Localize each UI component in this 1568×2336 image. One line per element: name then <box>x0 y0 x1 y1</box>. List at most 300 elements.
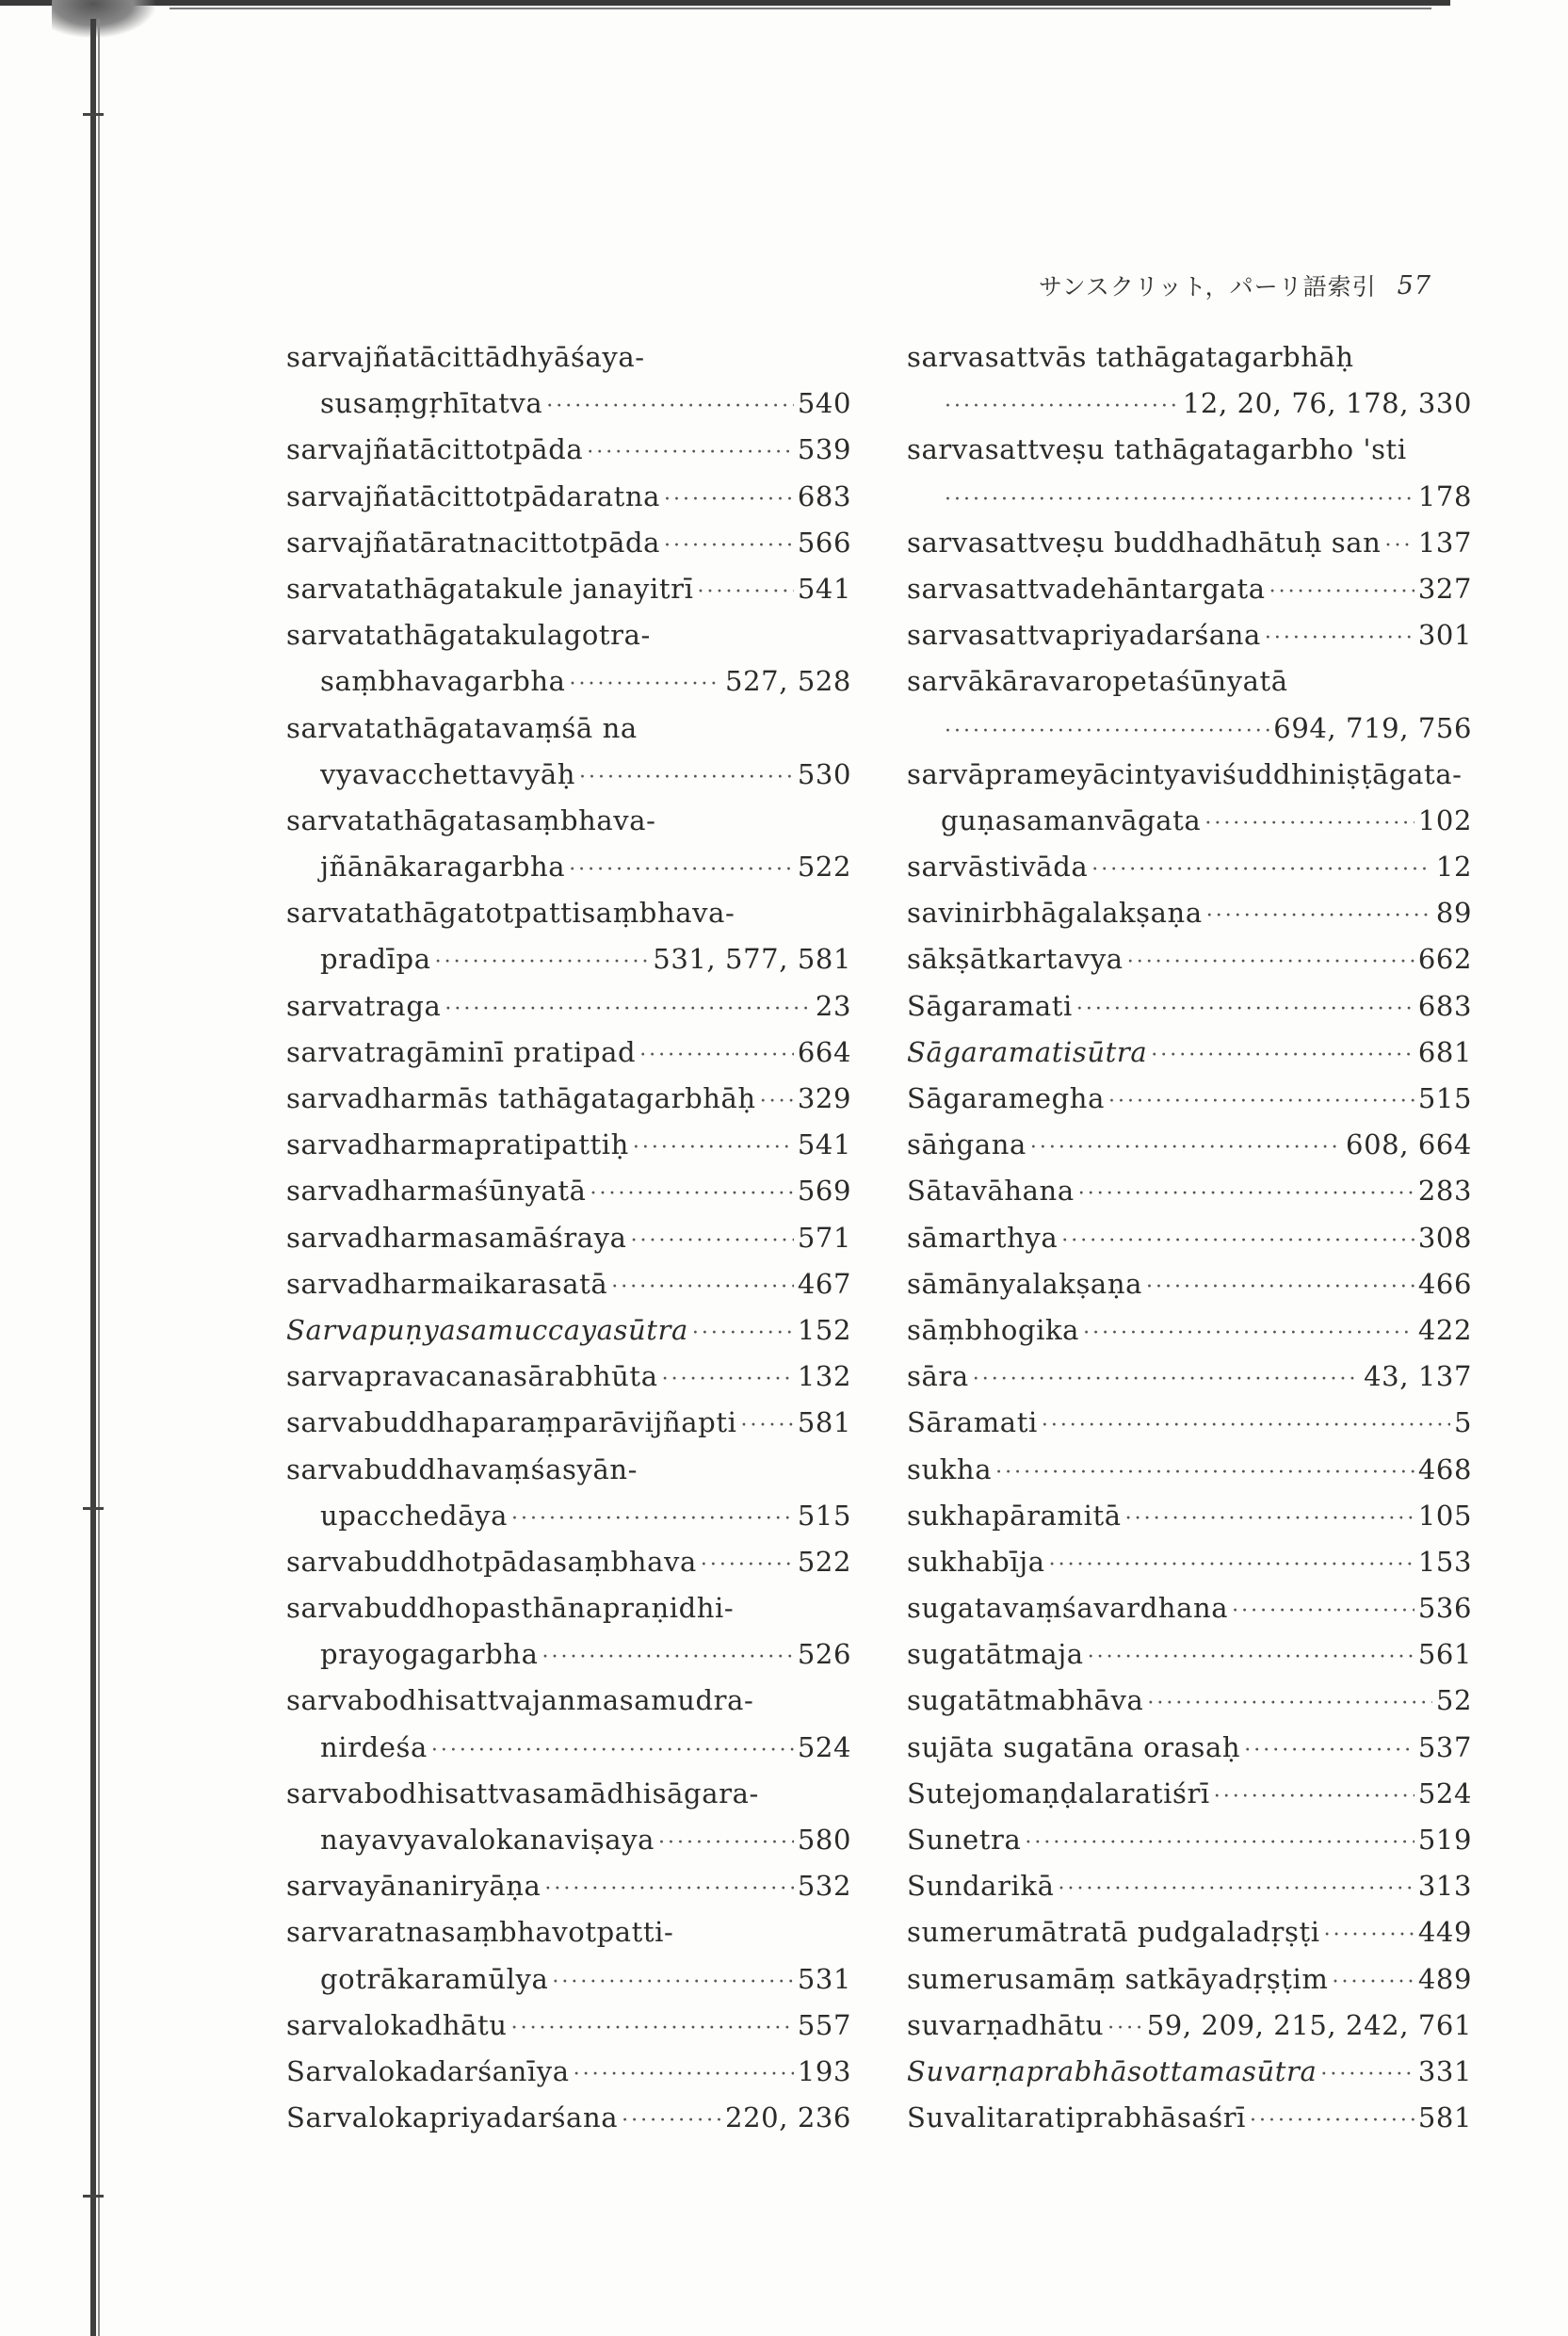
index-entry <box>907 1909 1472 1955</box>
index-entry-line <box>907 1030 1472 1076</box>
index-entry-line <box>907 798 1472 844</box>
index-entry <box>907 1307 1472 1354</box>
index-term: sāmānyalakṣaṇa <box>907 1267 1142 1300</box>
index-term: sarvasattvapriyadarśana <box>907 619 1261 652</box>
index-column-right <box>907 334 1472 2141</box>
index-entry <box>907 936 1472 982</box>
page-reference: 5 <box>1453 1406 1472 1439</box>
index-term: nirdeśa <box>320 1730 428 1763</box>
leader-dots <box>574 2052 794 2098</box>
page-reference: 178 <box>1417 479 1472 512</box>
index-entry-line <box>286 706 851 752</box>
index-entry <box>286 1863 851 1909</box>
leader-dots <box>701 1542 794 1588</box>
index-entry <box>907 2095 1472 2141</box>
index-entry-line <box>907 2095 1472 2141</box>
index-entry-line <box>907 1956 1472 2003</box>
page-reference: 540 <box>797 387 851 420</box>
index-entry <box>286 1585 851 1678</box>
index-term: sarvatragāminī pratipad <box>286 1035 637 1068</box>
index-entry <box>286 612 851 705</box>
index-term: Sāramati <box>907 1406 1038 1439</box>
index-term: Sāgaramegha <box>907 1082 1105 1114</box>
index-entry-line <box>907 334 1472 381</box>
page-reference: 515 <box>1417 1082 1472 1114</box>
index-term: sarvalokadhātu <box>286 2008 508 2041</box>
index-entry <box>286 798 851 890</box>
index-entry <box>907 520 1472 566</box>
index-entry <box>907 1076 1472 1122</box>
page-reference: 531, 577, 581 <box>653 943 851 976</box>
index-term: pradīpa <box>320 943 431 976</box>
leader-dots <box>697 569 793 615</box>
index-column-left <box>286 334 851 2141</box>
leader-dots <box>552 1959 793 2005</box>
index-entry <box>286 1909 851 2002</box>
index-term: sarvadharmapratipattiḥ <box>286 1128 629 1161</box>
page-reference: 526 <box>797 1638 851 1671</box>
page-reference: 531 <box>797 1962 851 1995</box>
leader-dots <box>1061 1218 1414 1264</box>
leader-dots <box>1049 1542 1414 1588</box>
page-reference: 571 <box>797 1221 851 1254</box>
index-term: Sāgaramatisūtra <box>907 1035 1148 1068</box>
page-reference: 468 <box>1417 1452 1472 1485</box>
index-term: sarvapravacanasārabhūta <box>286 1360 658 1393</box>
index-term: Suvalitaratiprabhāsaśrī <box>907 2101 1247 2134</box>
running-title: サンスクリット，パーリ語索引 <box>1038 273 1377 300</box>
index-entry <box>907 566 1472 612</box>
index-term: sarvadharmaśūnyatā <box>286 1175 587 1208</box>
page-reference: 522 <box>797 851 851 884</box>
index-term: sarvāprameyācintyaviśuddhiniṣṭāgata- <box>907 757 1463 790</box>
page-reference: 313 <box>1417 1870 1472 1903</box>
index-entry <box>907 1771 1472 1817</box>
leader-dots <box>1265 615 1414 661</box>
index-term: sarvabuddhavaṃśasyān- <box>286 1452 639 1485</box>
page-reference: 331 <box>1417 2054 1472 2087</box>
page-reference: 524 <box>1417 1776 1472 1809</box>
leader-dots <box>1204 801 1414 847</box>
index-term: sarvajñatāratnacittotpāda <box>286 526 661 559</box>
page-reference: 43, 137 <box>1364 1360 1472 1393</box>
page-reference: 329 <box>797 1082 851 1114</box>
leader-dots <box>1244 1728 1414 1774</box>
page-reference: 581 <box>1417 2101 1472 2134</box>
page-reference: 153 <box>1417 1545 1472 1578</box>
index-entry <box>907 1168 1472 1214</box>
leader-dots <box>1030 1125 1342 1171</box>
index-term: sugatātmabhāva <box>907 1684 1144 1717</box>
index-entry <box>286 1030 851 1076</box>
index-entry-line <box>286 1539 851 1585</box>
leader-dots <box>1250 2098 1414 2144</box>
leader-dots <box>633 1125 794 1171</box>
index-entry <box>907 2003 1472 2049</box>
index-entry-line <box>907 844 1472 890</box>
index-entry-line <box>907 1817 1472 1863</box>
index-entry <box>907 1631 1472 1678</box>
index-entry <box>907 427 1472 519</box>
index-entry-line <box>286 1076 851 1122</box>
index-entry <box>286 1307 851 1354</box>
index-entry-line <box>286 381 851 427</box>
leader-dots <box>995 1450 1414 1496</box>
page-reference: 527, 528 <box>725 665 851 698</box>
page-reference: 581 <box>797 1406 851 1439</box>
leader-dots <box>544 1866 793 1912</box>
index-entry <box>907 658 1472 751</box>
index-entry-line <box>286 1400 851 1446</box>
index-entry <box>907 1447 1472 1493</box>
index-entry-line <box>286 1631 851 1678</box>
leader-dots <box>1232 1588 1414 1634</box>
page-reference: 301 <box>1417 619 1472 652</box>
index-entry <box>907 1863 1472 1909</box>
page-reference: 536 <box>1417 1592 1472 1625</box>
scan-corner-shadow <box>52 0 155 38</box>
leader-dots <box>611 1264 794 1310</box>
scan-binding-mark <box>83 2195 104 2198</box>
index-term: sukhapāramitā <box>907 1499 1122 1532</box>
index-entry-line <box>907 1400 1472 1446</box>
page-reference: 681 <box>1417 1035 1472 1068</box>
index-term: jñānākaragarbha <box>320 851 566 884</box>
index-entry-line <box>286 798 851 844</box>
index-entry-line <box>286 1447 851 1493</box>
leader-dots <box>1269 569 1414 615</box>
index-entry <box>907 1539 1472 1585</box>
leader-dots <box>590 1171 794 1217</box>
page-reference: 522 <box>797 1545 851 1578</box>
page-reference: 105 <box>1417 1499 1472 1532</box>
leader-dots <box>662 1356 794 1403</box>
index-term: sarvatathāgatasaṃbhava- <box>286 803 656 836</box>
page-reference: 59, 209, 215, 242, 761 <box>1146 2008 1472 2041</box>
leader-dots <box>1107 2005 1143 2052</box>
index-entry-line <box>907 1909 1472 1955</box>
index-term: sarvabuddhopasthānapraṇidhi- <box>286 1592 735 1625</box>
index-entry-line <box>286 334 851 381</box>
index-entry <box>907 1585 1472 1631</box>
index-term: sarvatraga <box>286 989 442 1022</box>
index-entry <box>286 890 851 982</box>
index-term: susaṃgṛhītatva <box>320 387 543 420</box>
index-entry-line <box>907 890 1472 936</box>
index-term: sarvāstivāda <box>907 851 1089 884</box>
page-reference: 569 <box>797 1175 851 1208</box>
index-entry-line <box>907 658 1472 705</box>
index-term: Sarvapuṇyasamuccayasūtra <box>286 1313 688 1346</box>
index-entry <box>907 1122 1472 1168</box>
index-entry-line <box>907 1307 1472 1354</box>
leader-dots <box>1042 1403 1450 1449</box>
index-term: Sātavāhana <box>907 1175 1075 1208</box>
index-term: sarvayānaniryāṇa <box>286 1870 542 1903</box>
index-entry <box>286 1447 851 1539</box>
page-reference: 561 <box>1417 1638 1472 1671</box>
index-entry <box>907 1215 1472 1261</box>
leader-dots <box>511 2005 794 2052</box>
index-entry-line <box>907 1863 1472 1909</box>
page-reference: 664 <box>797 1035 851 1068</box>
index-entry-line <box>286 983 851 1030</box>
leader-dots <box>431 1728 794 1774</box>
page-reference: 466 <box>1417 1267 1472 1300</box>
index-entry-line <box>286 520 851 566</box>
index-term: Sarvalokapriyadarśana <box>286 2101 619 2134</box>
index-term: sarvajñatācittādhyāśaya- <box>286 341 645 373</box>
index-entry <box>907 612 1472 658</box>
index-entry <box>286 1168 851 1214</box>
index-entry <box>286 1122 851 1168</box>
running-header <box>951 267 1431 304</box>
index-term: upacchedāya <box>320 1499 508 1532</box>
index-entry-line <box>907 474 1472 520</box>
leader-dots <box>760 1079 794 1125</box>
index-term: suvarṇadhātu <box>907 2008 1105 2041</box>
index-entry <box>286 1261 851 1307</box>
index-entry <box>907 844 1472 890</box>
index-term: guṇasamanvāgata <box>941 803 1202 836</box>
leader-dots <box>1078 1171 1414 1217</box>
index-term: saṃbhavagarbha <box>320 665 566 698</box>
index-term: Sarvalokadarśanīya <box>286 2054 570 2087</box>
index-term: sarvatathāgatakulagotra- <box>286 619 651 652</box>
index-entry-line <box>286 1215 851 1261</box>
index-term: Sāgaramati <box>907 989 1073 1022</box>
page-reference: 467 <box>797 1267 851 1300</box>
page-reference: 308 <box>1417 1221 1472 1254</box>
index-term: sukhabīja <box>907 1545 1045 1578</box>
leader-dots <box>1333 1959 1414 2005</box>
index-entry-line <box>286 474 851 520</box>
leader-dots <box>1108 1079 1414 1125</box>
index-entry-line <box>286 1030 851 1076</box>
scan-top-rule-thin <box>170 8 1431 9</box>
leader-dots <box>664 523 794 569</box>
index-entry-line <box>907 1771 1472 1817</box>
index-term: sumerumātratā pudgaladṛṣṭi <box>907 1916 1320 1949</box>
index-entry <box>907 334 1472 427</box>
index-entry <box>286 1215 851 1261</box>
index-term: sarvasattvās tathāgatagarbhāḥ <box>907 341 1354 373</box>
leader-dots <box>445 986 812 1032</box>
leader-dots <box>692 1310 794 1356</box>
page-reference: 283 <box>1417 1175 1472 1208</box>
index-entry-line <box>907 1585 1472 1631</box>
leader-dots <box>1076 986 1414 1032</box>
index-entry-line <box>286 1725 851 1771</box>
index-entry-line <box>286 1817 851 1863</box>
index-term: nayavyavalokanaviṣaya <box>320 1824 655 1856</box>
leader-dots <box>1127 939 1414 985</box>
page-reference: 193 <box>797 2054 851 2087</box>
page-number: 57 <box>1397 270 1431 300</box>
index-entry-line <box>286 1956 851 2003</box>
index-term: sarvajñatācittotpādaratna <box>286 479 661 512</box>
leader-dots <box>542 1634 793 1680</box>
index-term: Sundarikā <box>907 1870 1055 1903</box>
index-entry-line <box>286 1678 851 1724</box>
index-entry <box>286 520 851 566</box>
index-entry <box>286 566 851 612</box>
index-entry <box>907 1400 1472 1446</box>
index-term: gotrākaramūlya <box>320 1962 549 1995</box>
leader-dots <box>664 477 794 523</box>
leader-dots <box>511 1496 794 1542</box>
index-entry-line <box>907 520 1472 566</box>
page-reference: 608, 664 <box>1346 1128 1472 1161</box>
index-entry-line <box>286 1261 851 1307</box>
index-term: Sutejomaṇḍalaratiśrī <box>907 1776 1210 1809</box>
page-reference: 52 <box>1435 1684 1472 1717</box>
index-entry-line <box>907 936 1472 982</box>
index-entry-line <box>907 1725 1472 1771</box>
leader-dots <box>1091 847 1432 893</box>
index-entry-line <box>907 1631 1472 1678</box>
index-entry-line <box>286 1863 851 1909</box>
page-reference: 23 <box>815 989 851 1022</box>
index-entry <box>286 2003 851 2049</box>
leader-dots <box>1320 2052 1414 2098</box>
page-reference: 89 <box>1435 897 1472 930</box>
leader-dots <box>1025 1820 1414 1866</box>
leader-dots <box>1147 1680 1431 1727</box>
index-entry <box>286 334 851 427</box>
index-term: sugatātmaja <box>907 1638 1084 1671</box>
page-reference: 694, 719, 756 <box>1273 711 1472 744</box>
index-entry-line <box>286 1307 851 1354</box>
page-reference: 327 <box>1417 572 1472 605</box>
page-reference: 537 <box>1417 1730 1472 1763</box>
index-entry-line <box>286 890 851 936</box>
index-entry <box>286 1400 851 1446</box>
index-term: sāṃbhogika <box>907 1313 1080 1346</box>
index-term: vyavacchettavyāḥ <box>320 757 575 790</box>
index-term: sarvatathāgatakule janayitrī <box>286 572 694 605</box>
index-entry <box>286 983 851 1030</box>
page-reference: 539 <box>797 433 851 466</box>
page-reference: 541 <box>797 1128 851 1161</box>
index-entry <box>286 706 851 798</box>
index-entry <box>286 1539 851 1585</box>
leader-dots <box>546 383 794 430</box>
index-term: sarvadharmās tathāgatagarbhāḥ <box>286 1082 756 1114</box>
index-term: sāṅgana <box>907 1128 1026 1161</box>
index-entry-line <box>286 427 851 473</box>
leader-dots <box>569 847 794 893</box>
index-entry-line <box>907 1168 1472 1214</box>
leader-dots <box>945 708 1269 754</box>
index-entry-line <box>907 612 1472 658</box>
index-term: sarvasattveṣu buddhadhātuḥ san <box>907 526 1382 559</box>
index-entry <box>286 1678 851 1770</box>
page-reference: 449 <box>1417 1916 1472 1949</box>
index-entry-line <box>907 1678 1472 1724</box>
index-entry-line <box>286 1771 851 1817</box>
index-entry <box>286 427 851 473</box>
scan-binding-edge-thin <box>98 19 100 2336</box>
index-entry-line <box>907 1215 1472 1261</box>
index-entry-line <box>907 1539 1472 1585</box>
index-entry-line <box>907 2049 1472 2095</box>
index-term: sāra <box>907 1360 969 1393</box>
page-reference: 132 <box>797 1360 851 1393</box>
leader-dots <box>1206 893 1432 939</box>
index-entry-line <box>907 983 1472 1030</box>
page-reference: 489 <box>1417 1962 1472 1995</box>
index-entry <box>907 1725 1472 1771</box>
index-entry-line <box>907 427 1472 473</box>
index-entry-line <box>907 2003 1472 2049</box>
index-entry-line <box>286 658 851 705</box>
index-entry <box>907 1261 1472 1307</box>
index-entry <box>286 1076 851 1122</box>
index-term: Suvarṇaprabhāsottamasūtra <box>907 2054 1317 2087</box>
index-entry-line <box>286 752 851 798</box>
index-term: sarvabuddhaparaṃparāvijñapti <box>286 1406 737 1439</box>
leader-dots <box>1151 1032 1414 1079</box>
page-reference: 530 <box>797 757 851 790</box>
index-entry <box>286 1354 851 1400</box>
page-reference: 662 <box>1417 943 1472 976</box>
index-entry-line <box>907 1493 1472 1539</box>
index-entry-line <box>907 1122 1472 1168</box>
index-entry-line <box>907 706 1472 752</box>
index-term: Sunetra <box>907 1824 1022 1856</box>
index-term: sarvākāravaropetaśūnyatā <box>907 665 1288 698</box>
index-entry-line <box>286 1493 851 1539</box>
index-entry-line <box>907 1076 1472 1122</box>
page-reference: 557 <box>797 2008 851 2041</box>
page-reference: 12 <box>1435 851 1472 884</box>
index-entry-line <box>907 1447 1472 1493</box>
index-entry-line <box>907 381 1472 427</box>
leader-dots <box>740 1403 793 1449</box>
page-reference: 683 <box>1417 989 1472 1022</box>
index-term: sukha <box>907 1452 993 1485</box>
leader-dots <box>622 2098 721 2144</box>
index-entry <box>286 2095 851 2141</box>
leader-dots <box>587 430 794 476</box>
leader-dots <box>1146 1264 1414 1310</box>
page-reference: 683 <box>797 479 851 512</box>
index-entry <box>286 2049 851 2095</box>
index-entry <box>907 1030 1472 1076</box>
index-entry <box>907 1678 1472 1724</box>
index-term: sarvatathāgatotpattisaṃbhava- <box>286 897 736 930</box>
index-entry-line <box>286 1354 851 1400</box>
page-reference: 524 <box>797 1730 851 1763</box>
index-entry <box>907 752 1472 844</box>
leader-dots <box>1324 1912 1414 1958</box>
index-entry-line <box>286 2095 851 2141</box>
scan-binding-edge <box>90 19 96 2336</box>
index-term: sumerusamāṃ satkāyadṛṣṭim <box>907 1962 1329 1995</box>
index-entry-line <box>286 1122 851 1168</box>
index-term: sujāta sugatāna orasaḥ <box>907 1730 1241 1763</box>
index-term: sarvadharmasamāśraya <box>286 1221 627 1254</box>
index-entry <box>286 1771 851 1863</box>
index-entry-line <box>286 612 851 658</box>
index-term: sākṣātkartavya <box>907 943 1123 976</box>
page-reference: 515 <box>797 1499 851 1532</box>
index-term: savinirbhāgalakṣaṇa <box>907 897 1203 930</box>
index-term: prayogagarbha <box>320 1638 539 1671</box>
index-entry <box>907 890 1472 936</box>
leader-dots <box>639 1032 794 1079</box>
